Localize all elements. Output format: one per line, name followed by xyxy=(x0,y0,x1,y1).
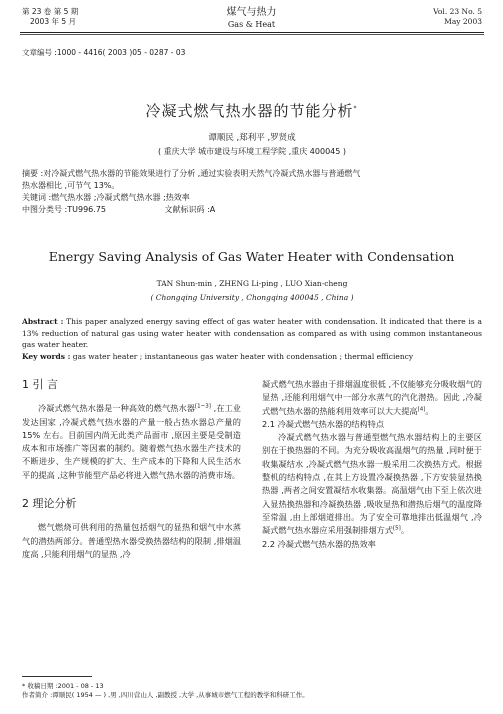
journal-name-en: Gas & Heat xyxy=(227,20,276,29)
abstract-cn xyxy=(22,168,482,216)
citation-4: [4] xyxy=(417,405,426,412)
affiliation-cn: ( 重庆大学 城市建设与环境工程学院 ,重庆 400045 ) xyxy=(157,147,347,156)
left-column xyxy=(22,378,241,561)
author-bio: 作者简介 :谭顺民( 1954 — ) ,男 ,四川营山人 ,副教授 ,大学 ,从事城市燃气工程的教学和科研工作。 xyxy=(22,691,309,699)
class-number: 中图分类号 :TU996.75 xyxy=(22,205,106,214)
keywords-cn: 关键词 :燃气热水器 ;冷凝式燃气热水器 ;热效率 xyxy=(22,193,190,202)
section-1-text-a: 冷凝式燃气热水器是一种高效的燃气热水器 xyxy=(38,403,195,414)
right-text-a: 凝式燃气热水器由于排烟温度很低 ,不仅能够充分吸收烟气的显热 ,还能利用烟气中一部分水蒸气的汽化潜热。因此 ,冷凝式燃气热水器的热能利用效率可以大大提高 xyxy=(262,379,482,416)
volume-issue-cn: 第 23 卷 第 5 期 xyxy=(22,7,79,16)
abstract-en-paragraph xyxy=(22,316,482,351)
title-en: Energy Saving Analysis of Gas Water Heater with Condensation xyxy=(48,249,455,264)
title-footnote-mark: * xyxy=(353,105,358,112)
right-text-b: 。 xyxy=(425,405,434,416)
affiliation-en: ( Chongqing University , Chongqing 400045 , China ) xyxy=(150,293,354,302)
subsection-2-1-paragraph xyxy=(262,431,482,537)
abstract-en-text: This paper analyzed energy saving effect of gas water heater with condensation. It indicated that there is a 13% reduction of natural gas using water heater with condensation as compared as with using common instantaneous gas water heater. xyxy=(22,317,482,349)
running-header-right xyxy=(380,7,482,27)
running-header-center xyxy=(150,6,353,30)
section-1-heading: 1 引 言 xyxy=(22,378,58,391)
authors-cn: 谭顺民 ,郑利平 ,罗贤成 xyxy=(208,133,296,143)
section-2-paragraph: 燃气燃烧可供利用的热量包括烟气的显热和烟气中水蒸气的潜热两部分。普通型热水器受换热器结构的限制 ,排烟温度高 ,只能利用烟气的显热 ,冷 xyxy=(22,522,241,559)
keywords-en-label: Key words : xyxy=(22,351,71,361)
journal-name-cn: 煤气与热力 xyxy=(226,7,277,18)
abstract-cn-line-2: 热水器相比 ,可节气 13%。 xyxy=(22,181,120,190)
received-date: * 收稿日期 :2001 - 08 - 13 xyxy=(22,682,104,690)
footnote-rule xyxy=(22,676,92,677)
date-cn: 2003 年 5 月 xyxy=(30,17,77,26)
abstract-en xyxy=(22,316,482,362)
date-en: May 2003 xyxy=(444,17,482,26)
keywords-en-text: gas water heater ; instantaneous gas water heater with condensation ; thermal efficiency xyxy=(72,351,414,361)
subsection-2-1-heading: 2.1 冷凝式燃气热水器的结构特点 xyxy=(262,418,385,429)
section-1-text-b: ,在工业发达国家 ,冷凝式燃气热水器的产量一般占热水器总产量的 15% 左右。目前国内尚无此类产品面市 ,原因主要是受制造成本和市场推广等因素的制约。随着燃气热水器生产技术的不断进步、生产规模的扩大、生产成本的下降和人民生活水平的提高 ,这种节能型产品必将进入燃气热水器的消费市场。 xyxy=(22,403,241,480)
document-code: 文献标识码 :A xyxy=(164,205,216,214)
subsection-2-1-text-b: 。 xyxy=(400,525,410,536)
citation-5: [5] xyxy=(393,525,401,532)
running-header-left xyxy=(22,7,132,27)
subsection-2-1-text-a: 冷凝式燃气热水器与普通型燃气热水器结构上的主要区别在于换热器的不同。为充分吸收高温烟气的热量 ,同时便于收集凝结水 ,冷凝式燃气热水器一般采用二次换热方式。根据整机的结构特点 ,在其上方设置冷凝换热器 ,下方安装显热换热器 ,两者之间安置凝结水收集器。高温烟气由下至上依次进入显热换热器和冷凝换热器 ,吸收显热和潜热后烟气的温度降至常温 ,由上部烟道排出。为了安全可靠地排出低温烟气 ,冷凝式燃气热水器应采用强制排烟方式 xyxy=(262,432,482,536)
volume-issue-en: Vol. 23 No. 5 xyxy=(433,7,482,16)
title-cn-text: 冷凝式燃气热水器的节能分析 xyxy=(145,102,354,120)
abstract-en-label: Abstract : xyxy=(22,317,64,326)
title-cn xyxy=(0,100,503,121)
section-2-heading: 2 理论分析 xyxy=(22,497,77,511)
authors-en: TAN Shun-min , ZHENG Li-ping , LUO Xian-cheng xyxy=(156,279,348,288)
article-number: 文章编号 :1000 - 4416( 2003 )05 - 0287 - 03 xyxy=(22,48,186,57)
header-rule-thin xyxy=(20,34,484,35)
citation-1-3: [1~3] xyxy=(195,403,211,410)
right-paragraph-1 xyxy=(262,378,482,418)
section-1-paragraph xyxy=(22,402,241,482)
subsection-2-2-heading: 2.2 冷凝式燃气热水器的热效率 xyxy=(262,538,376,549)
right-column xyxy=(262,378,482,551)
header-rule xyxy=(20,32,484,33)
classification-line xyxy=(22,204,482,216)
abstract-cn-line-1: 摘要 :对冷凝式燃气热水器的节能效果进行了分析 ,通过实验表明天然气冷凝式热水器与普通燃气 xyxy=(22,169,361,178)
footnote xyxy=(22,682,482,700)
keywords-en-paragraph xyxy=(22,351,482,363)
